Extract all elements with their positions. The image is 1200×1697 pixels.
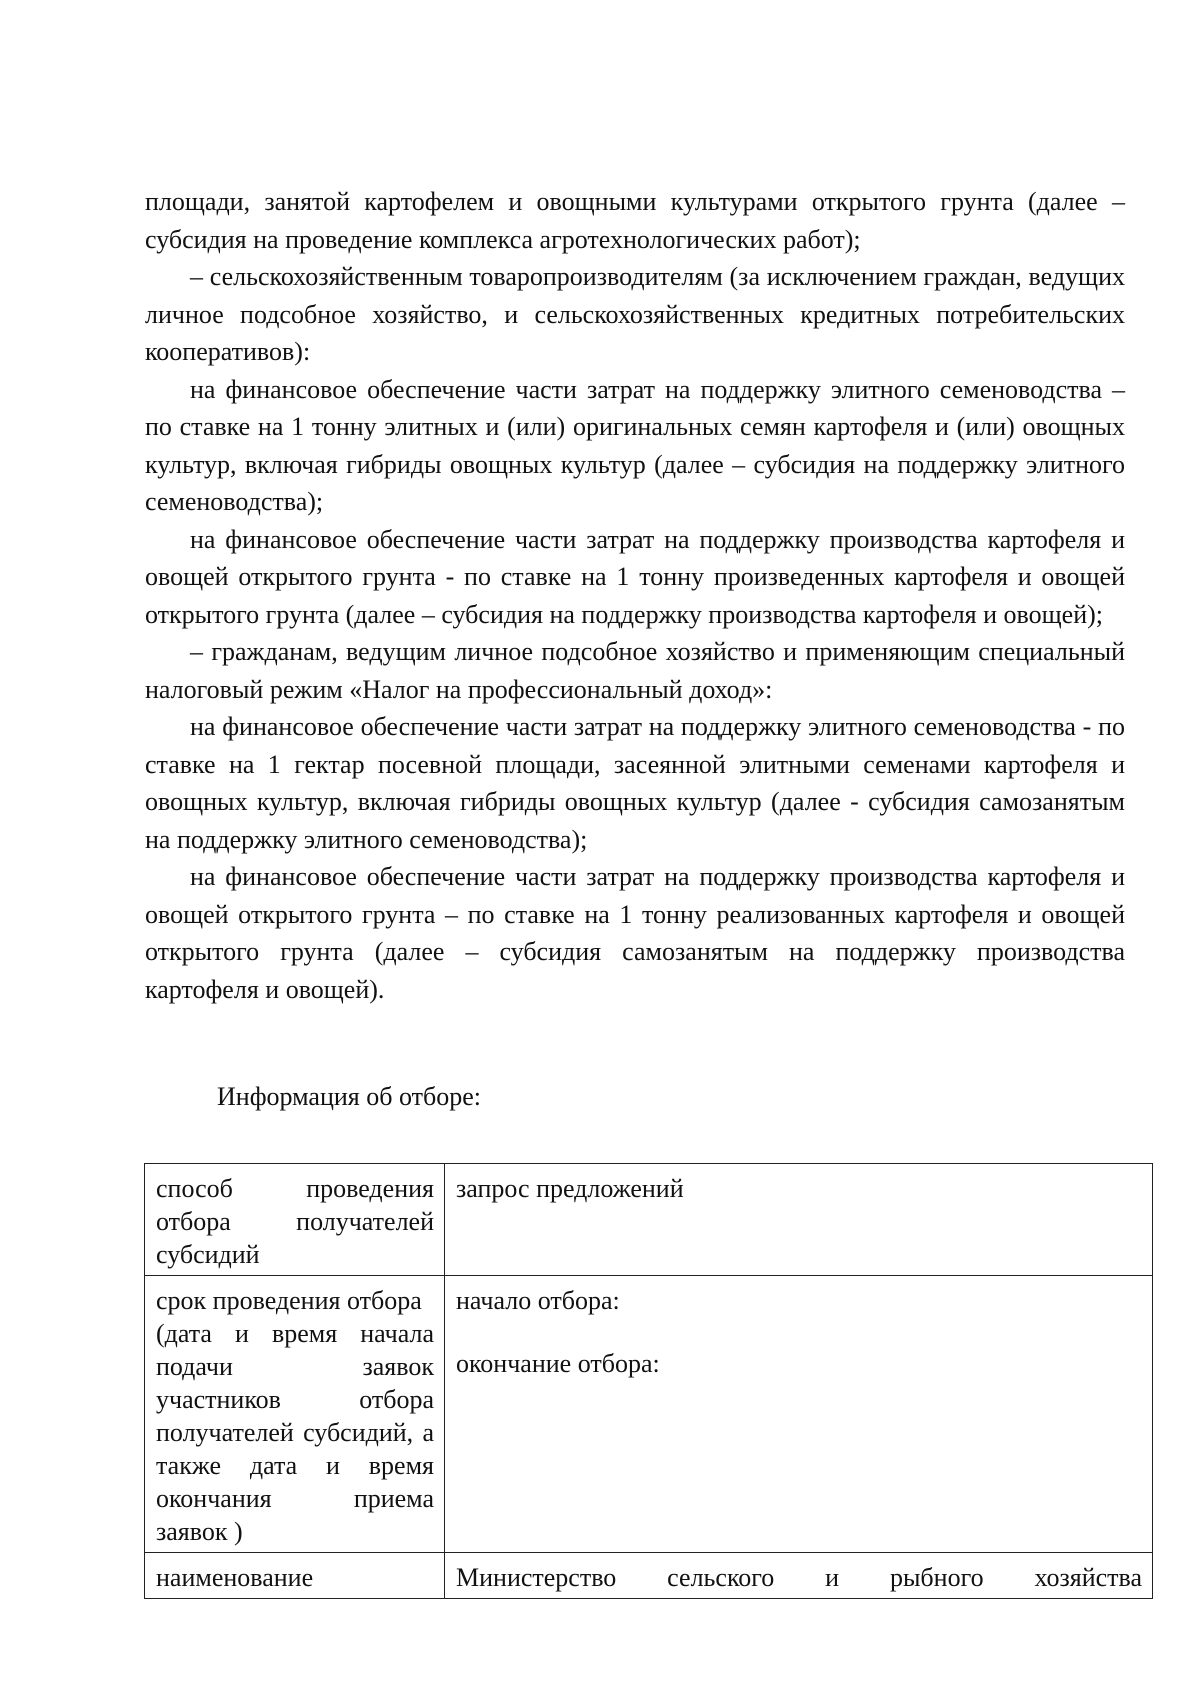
selection-method-label: способ проведения отбора получателей субсидий <box>145 1164 445 1276</box>
table-row-selection-period <box>145 1276 1153 1553</box>
selection-period-label: срок проведения отбора <box>156 1286 422 1315</box>
paragraph-4: на финансовое обеспечение части затрат на поддержку производства картофеля и овощей открытого грунта - по ставке на 1 тонну произведенных картофеля и овощей открытого грунта (далее – субсидия на поддержку производства картофеля и овощей); <box>145 524 1125 629</box>
selection-info-table <box>144 1163 1153 1599</box>
selection-period-label-cell <box>145 1276 445 1553</box>
body-text <box>145 183 1125 1008</box>
selection-end-value: окончание отбора: <box>456 1349 660 1378</box>
section-heading: Информация об отборе: <box>217 1082 481 1111</box>
name-value: Министерство сельского и рыбного хозяйства <box>445 1553 1153 1599</box>
spacer <box>456 1317 1142 1347</box>
selection-period-value-cell <box>445 1276 1153 1553</box>
name-label: наименование <box>145 1553 445 1599</box>
table-row-name <box>145 1553 1153 1599</box>
paragraph-5: – гражданам, ведущим личное подсобное хозяйство и применяющим специальный налоговый режим «Налог на профессиональный доход»: <box>145 637 1125 704</box>
table-row-selection-method <box>145 1164 1153 1276</box>
selection-start-value: начало отбора: <box>456 1286 620 1315</box>
selection-period-label-detail: (дата и время начала подачи заявок участников отбора получателей субсидий, а также дата и время окончания приема заявок ) <box>156 1319 434 1546</box>
paragraph-1: площади, занятой картофелем и овощными культурами открытого грунта (далее – субсидия на проведение комплекса агротехнологических работ); <box>145 187 1125 254</box>
selection-method-value: запрос предложений <box>445 1164 1153 1276</box>
paragraph-6: на финансовое обеспечение части затрат на поддержку элитного семеноводства - по ставке на 1 гектар посевной площади, засеянной элитными семенами картофеля и овощных культур, включая гибриды овощных культур (далее - субсидия самозанятым на поддержку элитного семеноводства); <box>145 712 1125 854</box>
paragraph-7: на финансовое обеспечение части затрат на поддержку производства картофеля и овощей открытого грунта – по ставке на 1 тонну реализованных картофеля и овощей открытого грунта (далее – субсидия самозанятым на поддержку производства картофеля и овощей). <box>145 862 1125 1004</box>
paragraph-3: на финансовое обеспечение части затрат на поддержку элитного семеноводства – по ставке на 1 тонну элитных и (или) оригинальных семян картофеля и (или) овощных культур, включая гибриды овощных культур (далее – субсидия на поддержку элитного семеноводства); <box>145 374 1125 516</box>
paragraph-2: – сельскохозяйственным товаропроизводителям (за исключением граждан, ведущих личное подсобное хозяйство, и сельскохозяйственных кредитных потребительских кооперативов): <box>145 262 1125 366</box>
